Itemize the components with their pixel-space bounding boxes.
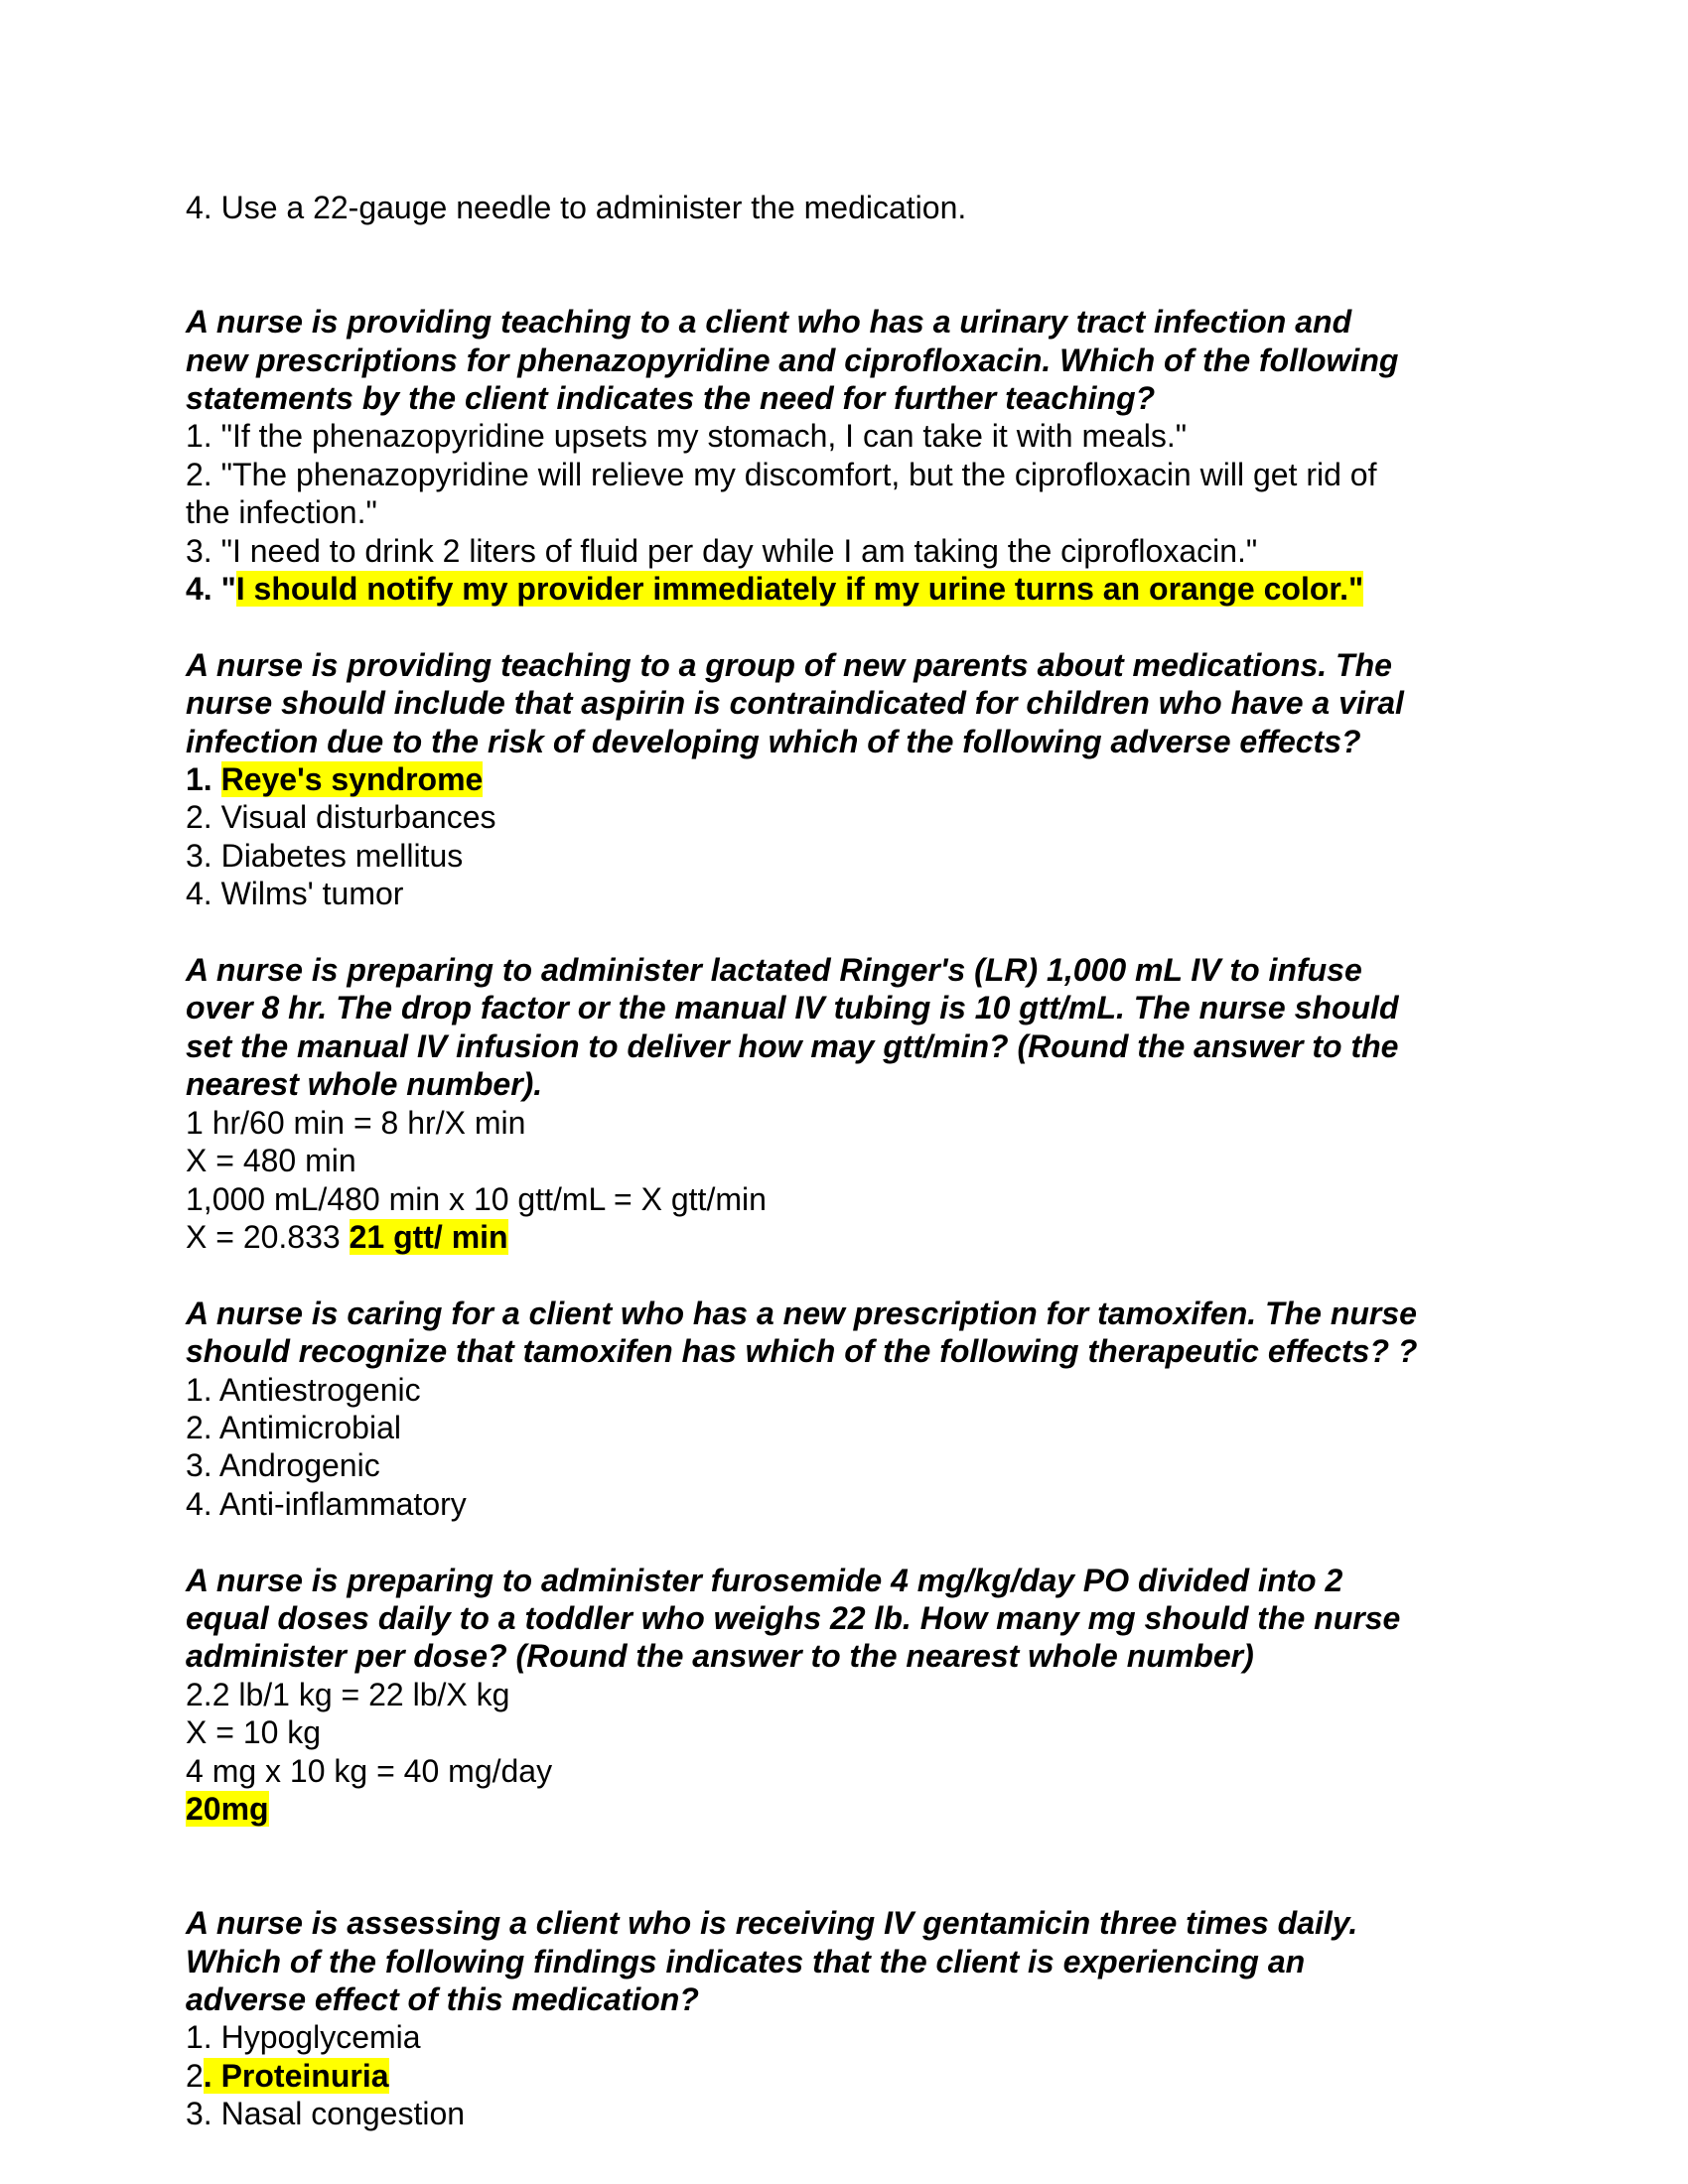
- work-line: X = 10 kg: [186, 1714, 322, 1751]
- question-text-line: A nurse is caring for a client who has a new prescription for tamoxifen. The nurse: [186, 1295, 1417, 1331]
- question-text-line: should recognize that tamoxifen has which of the following therapeutic effects? ?: [186, 1333, 1418, 1370]
- question-text-line: nearest whole number).: [186, 1066, 543, 1103]
- question-text-line: adverse effect of this medication?: [186, 1981, 699, 2017]
- option-line: 1. "If the phenazopyridine upsets my stomach, I can take it with meals.": [186, 418, 1188, 455]
- answer-line: [186, 1218, 1506, 1256]
- document-page: [186, 189, 1506, 2133]
- option-line: 1. Antiestrogenic: [186, 1371, 421, 1408]
- question-text-line: A nurse is providing teaching to a client who has a urinary tract infection and: [186, 304, 1352, 341]
- work-line: 1,000 mL/480 min x 10 gtt/mL = X gtt/min: [186, 1180, 767, 1217]
- question-text-line: equal doses daily to a toddler who weighs 22 lb. How many mg should the nurse: [186, 1599, 1401, 1636]
- option-line: 2. Antimicrobial: [186, 1409, 401, 1445]
- question-block-1: [186, 303, 1506, 608]
- highlighted-answer: Reye's syndrome: [220, 761, 484, 798]
- work-line: 4 mg x 10 kg = 40 mg/day: [186, 1752, 553, 1789]
- option-line: 1. Hypoglycemia: [186, 2019, 421, 2056]
- highlighted-answer: 21 gtt/ min: [349, 1218, 508, 1255]
- highlighted-answer: 20mg: [186, 1790, 269, 1827]
- work-line: 1 hr/60 min = 8 hr/X min: [186, 1104, 526, 1141]
- question-text-line: A nurse is assessing a client who is receiving IV gentamicin three times daily.: [186, 1905, 1358, 1942]
- answer-line: [186, 2057, 1506, 2095]
- question-text-line: Which of the following findings indicates that the client is experiencing an: [186, 1943, 1306, 1979]
- highlighted-answer: . Proteinuria: [203, 2057, 389, 2094]
- option-line: the infection.": [186, 494, 377, 531]
- option-line: 4. Wilms' tumor: [186, 876, 404, 912]
- option-line: 4. Anti-inflammatory: [186, 1485, 467, 1522]
- question-text-line: A nurse is preparing to administer lactated Ringer's (LR) 1,000 mL IV to infuse: [186, 952, 1362, 989]
- question-text-line: over 8 hr. The drop factor or the manual IV tubing is 10 gtt/mL. The nurse should: [186, 990, 1399, 1026]
- intro-line: 4. Use a 22-gauge needle to administer the medication.: [186, 190, 967, 225]
- question-text-line: new prescriptions for phenazopyridine and ciprofloxacin. Which of the following: [186, 341, 1399, 378]
- highlighted-answer: I should notify my provider immediately if my urine turns an orange color.": [235, 571, 1364, 608]
- question-block-4: [186, 1295, 1506, 1523]
- question-text-line: set the manual IV infusion to deliver how may gtt/min? (Round the answer to the: [186, 1027, 1399, 1064]
- question-text-line: A nurse is providing teaching to a group of new parents about medications. The: [186, 646, 1392, 683]
- option-line: 3. Diabetes mellitus: [186, 837, 464, 874]
- work-line: 2.2 lb/1 kg = 22 lb/X kg: [186, 1676, 510, 1712]
- answer-prefix: 2: [186, 2057, 204, 2094]
- question-text-line: A nurse is preparing to administer furosemide 4 mg/kg/day PO divided into 2: [186, 1562, 1343, 1598]
- question-text-line: nurse should include that aspirin is contraindicated for children who have a viral: [186, 685, 1404, 722]
- answer-prefix: 4. ": [186, 571, 236, 608]
- option-line: 2. Visual disturbances: [186, 799, 496, 836]
- answer-line: [186, 1790, 1506, 1828]
- question-block-6: [186, 1904, 1506, 2132]
- question-block-5: [186, 1562, 1506, 1829]
- option-line: 3. Androgenic: [186, 1447, 380, 1484]
- answer-prefix: X = 20.833: [186, 1218, 350, 1255]
- answer-line: [186, 760, 1506, 798]
- option-line: 3. Nasal congestion: [186, 2096, 466, 2132]
- answer-prefix: 1.: [186, 761, 221, 798]
- answer-line: [186, 570, 1506, 608]
- question-text-line: administer per dose? (Round the answer to the nearest whole number): [186, 1638, 1254, 1675]
- question-text-line: statements by the client indicates the need for further teaching?: [186, 380, 1156, 417]
- question-block-3: [186, 951, 1506, 1256]
- work-line: X = 480 min: [186, 1143, 356, 1179]
- option-line: 3. "I need to drink 2 liters of fluid per day while I am taking the ciprofloxacin.": [186, 532, 1258, 569]
- option-line: 2. "The phenazopyridine will relieve my discomfort, but the ciprofloxacin will get rid of: [186, 456, 1377, 492]
- question-text-line: infection due to the risk of developing which of the following adverse effects?: [186, 723, 1361, 759]
- question-block-2: [186, 646, 1506, 913]
